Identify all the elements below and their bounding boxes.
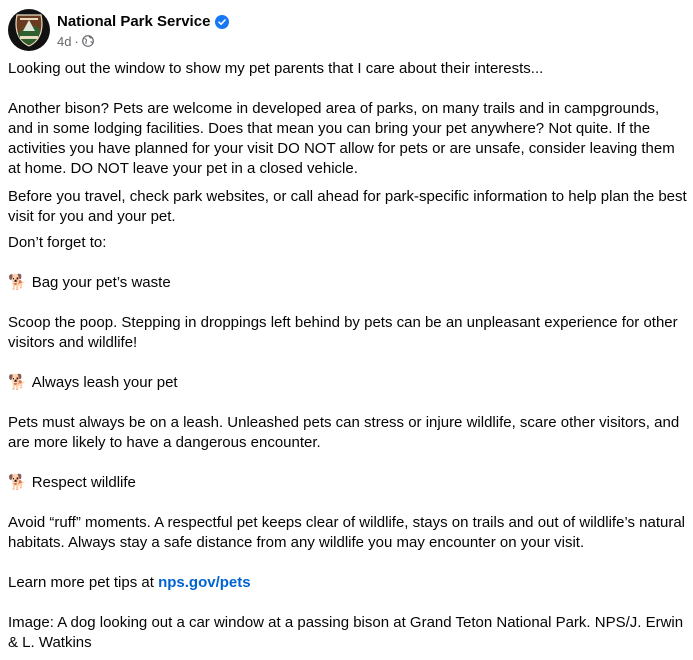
verified-badge-icon (215, 15, 229, 29)
post-paragraph-pets-welcome: Another bison? Pets are welcome in developed area of parks, on many trails and in campgrounds, and in some lodging facilities. Does that mean you can bring your pet anywhere? Not quite. If the activities you have planned for your visit DO NOT allow for pets or are unsafe, consider leaving them at home. DO NOT leave your pet in a closed vehicle. (8, 100, 675, 177)
learn-more-text: Learn more pet tips at (8, 574, 159, 591)
post-subline (57, 34, 229, 49)
separator-dot: · (74, 33, 79, 49)
learn-more-line (8, 573, 688, 593)
tip-text: Avoid “ruff” moments. A respectful pet keeps clear of wildlife, stays on trails and out of wildlife’s natural habitats. Always stay a safe distance from any wildlife you may encounter on your visit. (8, 514, 685, 551)
tip-text: Scoop the poop. Stepping in droppings left behind by pets can be an unpleasant experience for other visitors and wildlife! (8, 314, 678, 351)
post-body (8, 59, 688, 653)
post-header (8, 8, 229, 52)
image-caption: Image: A dog looking out a car window at a passing bison at Grand Teton National Park. NPS/J. Erwin & L. Watkins (8, 614, 684, 651)
post-paragraph-before-travel: Before you travel, check park websites, or call ahead for park-specific information to help plan the best visit for you and your pet. (8, 188, 687, 225)
nps-arrowhead-logo-icon (12, 12, 46, 48)
nps-pets-link[interactable]: nps.gov/pets (158, 574, 251, 591)
page-name-link[interactable]: National Park Service (57, 13, 211, 30)
name-row (57, 12, 229, 32)
post-dont-forget: Don’t forget to: (8, 234, 107, 251)
dog-emoji-icon: 🐕 (8, 274, 27, 291)
globe-icon[interactable] (82, 35, 94, 47)
avatar[interactable] (8, 9, 50, 51)
tip-heading-text: Respect wildlife (31, 474, 136, 491)
tip-heading-text: Bag your pet’s waste (31, 274, 171, 291)
tip-heading (8, 473, 688, 493)
tip-heading-text: Always leash your pet (31, 374, 178, 391)
tip-heading (8, 273, 688, 293)
tip-heading (8, 373, 688, 393)
post-intro: Looking out the window to show my pet parents that I care about their interests... (8, 60, 544, 77)
tip-text: Pets must always be on a leash. Unleashed pets can stress or injure wildlife, scare other visitors, and are more likely to have a dangerous encounter. (8, 414, 680, 451)
dog-emoji-icon: 🐕 (8, 474, 27, 491)
post-timestamp[interactable]: 4d (57, 33, 72, 49)
dog-emoji-icon: 🐕 (8, 374, 27, 391)
post-meta (57, 12, 229, 49)
